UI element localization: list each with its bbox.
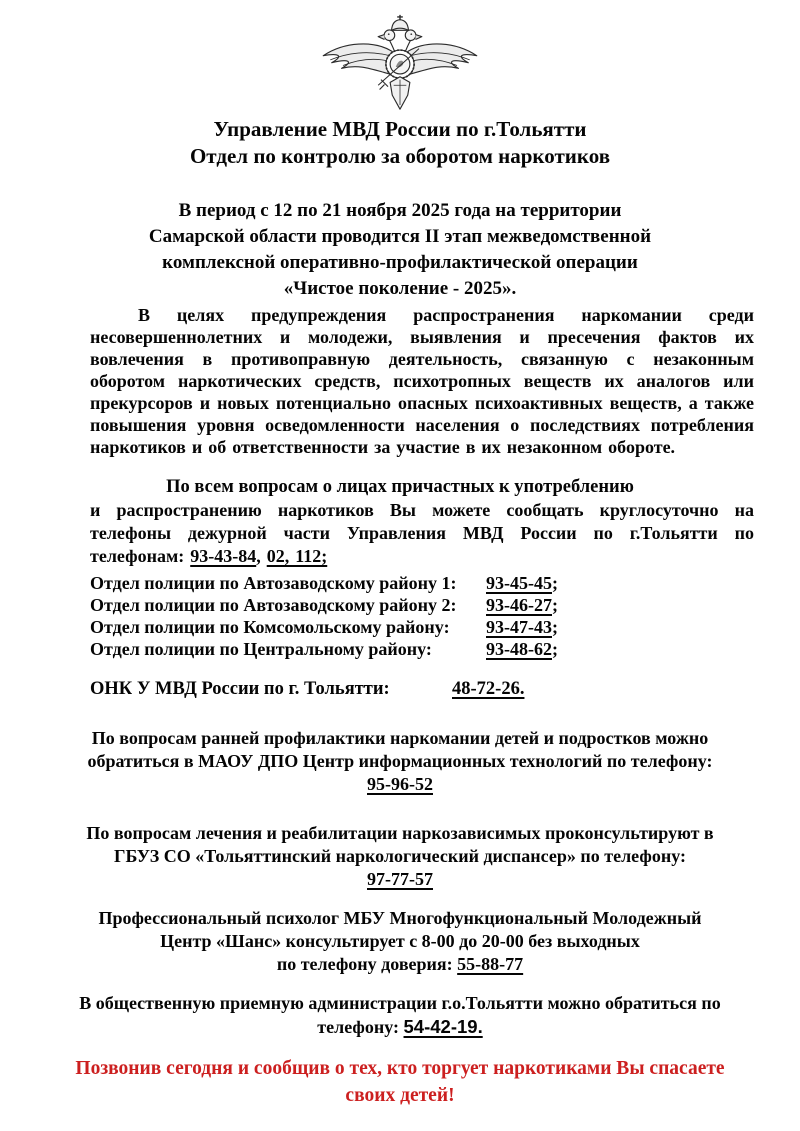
police-row: [90, 572, 754, 594]
intro-line: Самарской области проводится II этап межведомственной: [148, 226, 652, 247]
police-row: [90, 594, 754, 616]
shans-line: Профессиональный психолог МБУ Многофункциональный Молодежный: [98, 908, 702, 928]
police-dept-label: Отдел полиции по Автозаводскому району 1:: [90, 573, 457, 593]
maou-line: обратиться в МАОУ ДПО Центр информационных технологий по телефону:: [87, 751, 713, 771]
police-row: [90, 616, 754, 638]
intro-line: комплексной оперативно-профилактической операции: [162, 252, 638, 273]
police-row: [90, 638, 754, 660]
mvd-double-eagle-emblem-icon: [316, 12, 484, 112]
shans-line: Центр «Шанс» консультирует с 8-00 до 20-00 без выходных: [160, 931, 640, 951]
police-phone-suffix: ;: [552, 639, 558, 659]
onk-contact-line: [90, 678, 754, 701]
intro-line: В период с 12 по 21 ноября 2025 года на территории: [178, 200, 622, 221]
shans-phone-label: по телефону доверия:: [276, 954, 458, 974]
maou-line: По вопросам ранней профилактики наркомании детей и подростков можно: [91, 728, 709, 748]
gbuz-line: ГБУЗ СО «Тольяттинский наркологический диспансер» по телефону:: [114, 846, 686, 866]
police-phone-suffix: ;: [552, 573, 558, 593]
phone-separator: ,: [256, 546, 267, 566]
police-dept-label: Отдел полиции по Автозаводскому району 2:: [90, 595, 457, 615]
purpose-paragraph: В целях предупреждения распространения наркомании среди несовершеннолетних и молодежи, выявления и пресечения фактов их вовлечения в противоправную деятельность, связанную с незаконным оборотом наркотических средств, психотропных веществ их аналогов или прекурсоров и новых потенциально опасных психоактивных веществ, а также повышения уровня осведомленности населения о последствиях потребления наркотиков и об ответственности за участие в их незаконном обороте.: [90, 305, 754, 457]
police-dept-label: Отдел полиции по Центральному району:: [90, 639, 432, 659]
maou-phone-number: 95-96-52: [367, 774, 433, 794]
emergency-phone-numbers: 02, 112;: [266, 546, 328, 566]
warning-message: Позвонив сегодня и сообщив о тех, кто торгует наркотиками Вы спасаете своих детей!: [75, 1058, 725, 1106]
reception-line: В общественную приемную администрации г.о.Тольятти можно обратиться по: [79, 993, 721, 1013]
police-phone-suffix: ;: [552, 595, 558, 615]
gbuz-line: По вопросам лечения и реабилитации наркозависимых проконсультируют в: [86, 823, 714, 843]
police-dept-label: Отдел полиции по Комсомольскому району:: [90, 617, 450, 637]
report-body: [90, 499, 754, 568]
reception-phone-label: телефону:: [317, 1017, 404, 1037]
emblem-container: [0, 12, 800, 114]
intro-line: «Чистое поколение - 2025».: [283, 278, 517, 299]
shans-info-block: [40, 907, 760, 976]
police-phone-number: 93-47-43: [486, 617, 552, 637]
maou-info-block: [40, 727, 760, 796]
shans-phone-number: 55-88-77: [457, 954, 524, 974]
report-body-text: и распространению наркотиков Вы можете сообщать круглосуточно на телефоны дежурной части Управления МВД России по г.Тольятти по телефонам:: [90, 500, 754, 566]
duty-phone-number: 93-43-84: [190, 546, 257, 566]
gbuz-info-block: [40, 822, 760, 891]
reception-phone-number: 54-42-19.: [403, 1016, 483, 1037]
onk-phone-number: 48-72-26.: [452, 679, 525, 699]
police-phone-number: 93-45-45: [486, 573, 552, 593]
police-phone-number: 93-48-62: [486, 639, 552, 659]
gbuz-phone-number: 97-77-57: [367, 869, 433, 889]
reception-info-block: [30, 992, 770, 1039]
title-line-1: Управление МВД России по г.Тольятти: [213, 117, 587, 141]
police-phone-suffix: ;: [552, 617, 558, 637]
report-section: [0, 476, 800, 568]
title-line-2: Отдел по контролю за оборотом наркотиков: [189, 144, 611, 168]
document-title: [0, 116, 800, 170]
operation-announcement: [40, 198, 760, 302]
police-phone-list: [90, 572, 754, 660]
report-heading-line: По всем вопросам о лицах причастных к употреблению: [166, 477, 634, 497]
police-phone-number: 93-46-27: [486, 595, 552, 615]
onk-label: ОНК У МВД России по г. Тольятти:: [90, 679, 390, 699]
